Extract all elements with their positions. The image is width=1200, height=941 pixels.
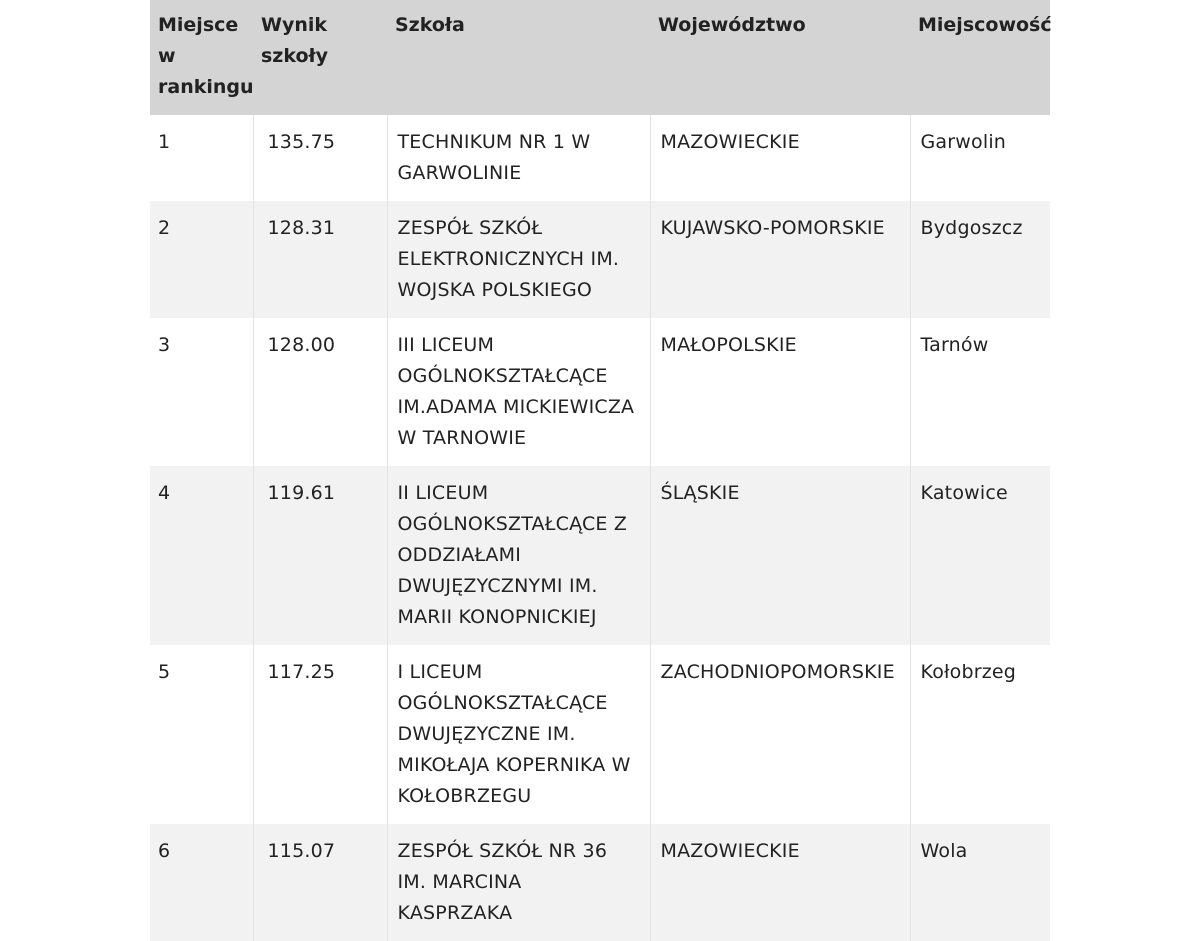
table-row bbox=[150, 466, 1050, 645]
table-body bbox=[150, 115, 1050, 941]
table-row bbox=[150, 115, 1050, 201]
cell-score: 115.07 bbox=[253, 824, 387, 941]
cell-score: 128.31 bbox=[253, 201, 387, 318]
cell-school: III LICEUM OGÓLNOKSZTAŁCĄCE IM.ADAMA MICKIEWICZA W TARNOWIE bbox=[387, 318, 650, 466]
cell-city: Garwolin bbox=[910, 115, 1050, 201]
table-row bbox=[150, 201, 1050, 318]
header-rank: Miejsce w rankingu bbox=[158, 14, 254, 98]
cell-score: 117.25 bbox=[253, 645, 387, 824]
cell-voivodeship: ŚLĄSKIE bbox=[650, 466, 910, 645]
cell-city: Bydgoszcz bbox=[910, 201, 1050, 318]
cell-score: 135.75 bbox=[253, 115, 387, 201]
cell-voivodeship: KUJAWSKO-POMORSKIE bbox=[650, 201, 910, 318]
cell-score: 119.61 bbox=[253, 466, 387, 645]
ranking-table bbox=[150, 0, 1050, 941]
table-row bbox=[150, 824, 1050, 941]
header-row bbox=[150, 0, 1050, 115]
header-city: Miejscowość bbox=[918, 14, 1052, 36]
cell-rank: 3 bbox=[158, 334, 171, 356]
header-school: Szkoła bbox=[395, 14, 465, 36]
table-row bbox=[150, 318, 1050, 466]
cell-score: 128.00 bbox=[253, 318, 387, 466]
ranking-table-container bbox=[150, 0, 1050, 941]
cell-rank: 5 bbox=[158, 661, 171, 683]
cell-rank: 2 bbox=[158, 217, 171, 239]
table-header bbox=[150, 0, 1050, 115]
header-score: Wynik szkoły bbox=[261, 14, 328, 67]
cell-city: Wola bbox=[910, 824, 1050, 941]
cell-rank: 6 bbox=[158, 840, 171, 862]
cell-rank: 4 bbox=[158, 482, 171, 504]
cell-school: II LICEUM OGÓLNOKSZTAŁCĄCE Z ODDZIAŁAMI DWUJĘZYCZNYMI IM. MARII KONOPNICKIEJ bbox=[387, 466, 650, 645]
header-voivodeship: Województwo bbox=[658, 14, 806, 36]
cell-voivodeship: MAZOWIECKIE bbox=[650, 115, 910, 201]
cell-voivodeship: MAŁOPOLSKIE bbox=[650, 318, 910, 466]
cell-voivodeship: ZACHODNIOPOMORSKIE bbox=[650, 645, 910, 824]
cell-city: Tarnów bbox=[910, 318, 1050, 466]
cell-school: ZESPÓŁ SZKÓŁ ELEKTRONICZNYCH IM. WOJSKA POLSKIEGO bbox=[387, 201, 650, 318]
cell-voivodeship: MAZOWIECKIE bbox=[650, 824, 910, 941]
cell-city: Katowice bbox=[910, 466, 1050, 645]
cell-school: ZESPÓŁ SZKÓŁ NR 36 IM. MARCINA KASPRZAKA bbox=[387, 824, 650, 941]
cell-city: Kołobrzeg bbox=[910, 645, 1050, 824]
table-row bbox=[150, 645, 1050, 824]
cell-school: I LICEUM OGÓLNOKSZTAŁCĄCE DWUJĘZYCZNE IM. MIKOŁAJA KOPERNIKA W KOŁOBRZEGU bbox=[387, 645, 650, 824]
cell-school: TECHNIKUM NR 1 W GARWOLINIE bbox=[387, 115, 650, 201]
cell-rank: 1 bbox=[158, 131, 171, 153]
